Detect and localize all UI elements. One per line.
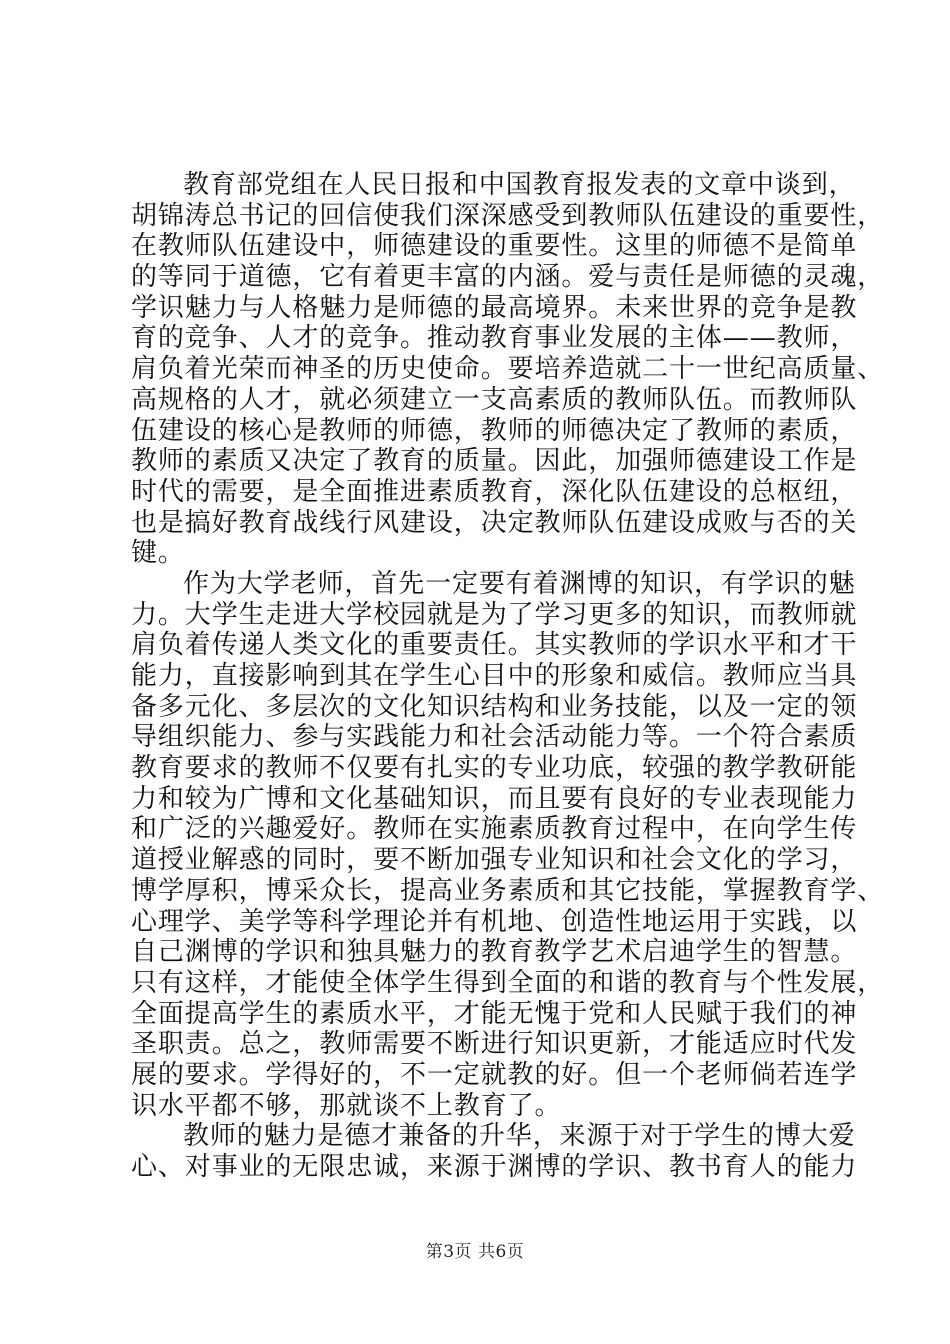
paragraph-2-line-15: 全面提高学生的素质水平，才能无愧于党和人民赋于我们的神 <box>131 998 858 1029</box>
paragraph-1-line-8: 高规格的人才，就必须建立一支高素质的教师队伍。而教师队 <box>131 384 858 415</box>
body-text <box>131 170 885 1183</box>
paragraph-1-line-5: 学识魅力与人格魅力是师德的最高境界。未来世界的竞争是教 <box>131 292 858 323</box>
paragraph-3-line-1: 教师的魅力是德才兼备的升华，来源于对于学生的博大爱 <box>183 1121 856 1152</box>
paragraph-1-line-10: 教师的素质又决定了教育的质量。因此，加强师德建设工作是 <box>131 446 858 477</box>
paragraph-2-line-4: 能力，直接影响到其在学生心目中的形象和威信。教师应当具 <box>131 661 858 691</box>
paragraph-1-line-6: 育的竞争、人才的竞争。推动教育事业发展的主体——教师， <box>131 323 858 354</box>
paragraph-1-line-12: 也是搞好教育战线行风建设，决定教师队伍建设成败与否的关 <box>131 507 858 538</box>
paragraph-2-line-18: 识水平都不够，那就谈不上教育了。 <box>131 1090 562 1121</box>
paragraph-1-line-13: 键。 <box>131 538 185 569</box>
paragraph-1-line-4: 的等同于道德，它有着更丰富的内涵。爱与责任是师德的灵魂， <box>131 262 885 293</box>
paragraph-2-line-7: 教育要求的教师不仅要有扎实的专业功底，较强的教学教研能 <box>131 753 858 784</box>
paragraph-2-line-14: 只有这样，才能使全体学生得到全面的和谐的教育与个性发展， <box>131 967 885 998</box>
paragraph-2-line-13: 自己渊博的学识和独具魅力的教育教学艺术启迪学生的智慧。 <box>131 937 858 968</box>
paragraph-2-line-3: 肩负着传递人类文化的重要责任。其实教师的学识水平和才干 <box>131 630 858 661</box>
paragraph-2-line-11: 博学厚积，博采众长，提高业务素质和其它技能，掌握教育学、 <box>131 875 885 906</box>
paragraph-1-line-3: 在教师队伍建设中，师德建设的重要性。这里的师德不是简单 <box>131 231 858 262</box>
paragraph-2-line-8: 力和较为广博和文化基础知识，而且要有良好的专业表现能力 <box>131 783 858 814</box>
paragraph-1-line-9: 伍建设的核心是教师的师德，教师的师德决定了教师的素质， <box>131 415 858 446</box>
paragraph-1-line-2: 胡锦涛总书记的回信使我们深深感受到教师队伍建设的重要性， <box>131 200 885 231</box>
paragraph-1-line-7: 肩负着光荣而神圣的历史使命。要培养造就二十一世纪高质量、 <box>131 354 885 385</box>
paragraph-1-line-11: 时代的需要，是全面推进素质教育，深化队伍建设的总枢纽， <box>131 476 858 507</box>
paragraph-2-line-1: 作为大学老师，首先一定要有着渊博的知识，有学识的魅 <box>183 568 856 599</box>
paragraph-2-line-12: 心理学、美学等科学理论并有机地、创造性地运用于实践，以 <box>131 906 858 937</box>
paragraph-3-line-2: 心、对事业的无限忠诚，来源于渊博的学识、教书育人的能力 <box>131 1152 858 1182</box>
paragraph-2-line-2: 力。大学生走进大学校园就是为了学习更多的知识，而教师就 <box>131 599 858 630</box>
paragraph-2-line-16: 圣职责。总之，教师需要不断进行知识更新，才能适应时代发 <box>131 1029 858 1060</box>
page-number-footer: 第3页 共6页 <box>425 1242 525 1262</box>
paragraph-2-line-17: 展的要求。学得好的，不一定就教的好。但一个老师倘若连学 <box>131 1059 858 1090</box>
paragraph-1-line-1: 教育部党组在人民日报和中国教育报发表的文章中谈到， <box>183 170 856 200</box>
paragraph-2-line-9: 和广泛的兴趣爱好。教师在实施素质教育过程中，在向学生传 <box>131 814 858 845</box>
paragraph-2-line-5: 备多元化、多层次的文化知识结构和业务技能，以及一定的领 <box>131 691 858 722</box>
paragraph-2-line-6: 导组织能力、参与实践能力和社会活动能力等。一个符合素质 <box>131 722 858 753</box>
paragraph-2-line-10: 道授业解惑的同时，要不断加强专业知识和社会文化的学习， <box>131 845 858 876</box>
